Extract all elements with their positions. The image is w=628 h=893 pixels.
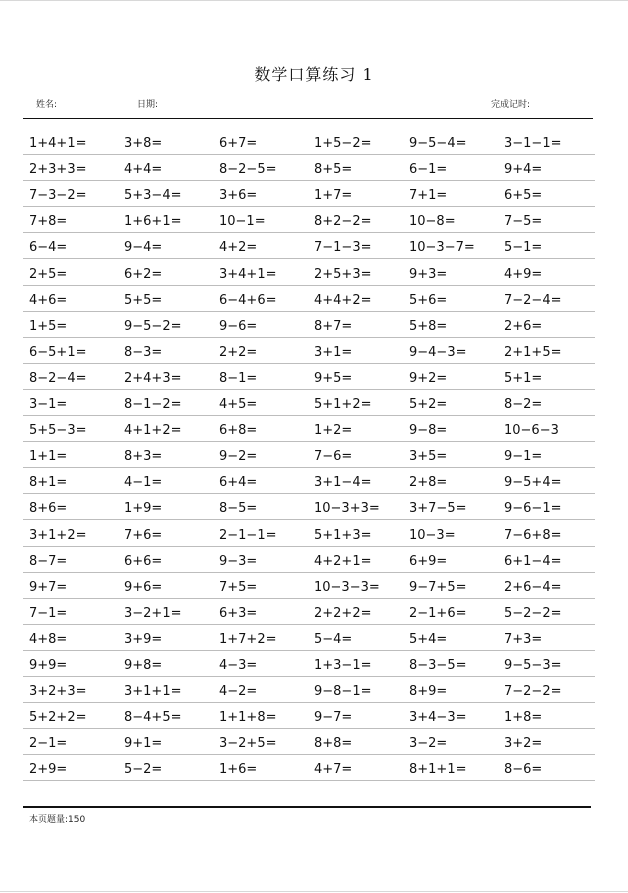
problem-cell: 7−5= [504, 214, 543, 230]
problem-cell: 2+2+2= [314, 605, 372, 621]
problem-cell: 8−3−5= [409, 657, 467, 673]
problem-cell: 8−1−2= [124, 397, 182, 413]
problem-cell: 4+7= [314, 762, 353, 778]
problem-cell: 8+8= [314, 736, 353, 752]
problem-row [23, 755, 595, 781]
problem-cell: 8+6= [29, 501, 68, 517]
problem-cell: 4+2= [219, 240, 258, 256]
problem-cell: 9−2= [219, 449, 258, 465]
problem-cell: 3+5= [409, 449, 448, 465]
problem-row [23, 390, 595, 416]
problem-row [23, 703, 595, 729]
problem-cell: 3−2+5= [219, 736, 277, 752]
problem-cell: 1+5= [29, 318, 68, 334]
problem-cell: 4+4+2= [314, 292, 372, 308]
problem-cell: 2+5= [29, 266, 68, 282]
problem-cell: 8+3= [124, 449, 163, 465]
problem-cell: 6−1= [409, 162, 448, 178]
problem-cell: 9−8−1= [314, 684, 372, 700]
problem-cell: 6−4+6= [219, 292, 277, 308]
problem-cell: 5−4= [314, 631, 353, 647]
problem-cell: 9−6= [219, 318, 258, 334]
problem-cell: 2+6= [504, 318, 543, 334]
problem-cell: 9+9= [29, 657, 68, 673]
problem-cell: 8−2−5= [219, 162, 277, 178]
problem-cell: 5+5−3= [29, 423, 87, 439]
problem-cell: 7−2−4= [504, 292, 562, 308]
problem-cell: 2−1= [29, 736, 68, 752]
page-bottom-edge [0, 891, 628, 892]
problem-cell: 2+1+5= [504, 344, 562, 360]
problem-cell: 5−2= [124, 762, 163, 778]
problem-cell: 4+5= [219, 397, 258, 413]
problem-row [23, 468, 595, 494]
problem-cell: 7−6= [314, 449, 353, 465]
problem-cell: 8+7= [314, 318, 353, 334]
problem-cell: 9−5−4= [409, 136, 467, 152]
problem-cell: 7+1= [409, 188, 448, 204]
problem-cell: 7−6+8= [504, 527, 562, 543]
problem-cell: 2+6−4= [504, 579, 562, 595]
problem-cell: 1+1= [29, 449, 68, 465]
problem-cell: 6+2= [124, 266, 163, 282]
problem-cell: 1+6= [219, 762, 258, 778]
problem-cell: 3−2= [409, 736, 448, 752]
problem-row [23, 442, 595, 468]
problem-cell: 4−2= [219, 684, 258, 700]
problem-cell: 2+8= [409, 475, 448, 491]
problem-grid [23, 129, 595, 781]
problem-cell: 10−1= [219, 214, 266, 230]
problem-cell: 8−2−4= [29, 370, 87, 386]
problem-row [23, 286, 595, 312]
problem-cell: 3+4−3= [409, 710, 467, 726]
problem-cell: 4+4= [124, 162, 163, 178]
problem-cell: 4+6= [29, 292, 68, 308]
problem-count: 本页题量:150 [29, 815, 86, 825]
problem-cell: 5+2+2= [29, 710, 87, 726]
problem-cell: 10−3= [409, 527, 456, 543]
problem-cell: 6+8= [219, 423, 258, 439]
problem-cell: 2+9= [29, 762, 68, 778]
problem-cell: 6+5= [504, 188, 543, 204]
problem-row [23, 547, 595, 573]
problem-cell: 9−7+5= [409, 579, 467, 595]
problem-row [23, 129, 595, 155]
problem-cell: 8−3= [124, 344, 163, 360]
problem-cell: 1+4+1= [29, 136, 87, 152]
problem-row [23, 494, 595, 520]
problem-cell: 6+4= [219, 475, 258, 491]
problem-cell: 5−2−2= [504, 605, 562, 621]
problem-cell: 2+2= [219, 344, 258, 360]
problem-cell: 7+3= [504, 631, 543, 647]
header-divider [23, 118, 593, 119]
problem-cell: 9−7= [314, 710, 353, 726]
problem-cell: 1+6+1= [124, 214, 182, 230]
problem-cell: 8−5= [219, 501, 258, 517]
problem-cell: 9−3= [219, 553, 258, 569]
problem-cell: 9+4= [504, 162, 543, 178]
problem-cell: 4−3= [219, 657, 258, 673]
problem-cell: 1+3−1= [314, 657, 372, 673]
problem-cell: 7+8= [29, 214, 68, 230]
problem-cell: 9+7= [29, 579, 68, 595]
problem-cell: 9+8= [124, 657, 163, 673]
problem-cell: 6+7= [219, 136, 258, 152]
name-label: 姓名: [36, 100, 58, 110]
problem-cell: 7+6= [124, 527, 163, 543]
footer-divider [23, 806, 591, 808]
problem-cell: 9+3= [409, 266, 448, 282]
problem-row [23, 364, 595, 390]
problem-cell: 7−1−3= [314, 240, 372, 256]
problem-cell: 6+9= [409, 553, 448, 569]
problem-cell: 8+9= [409, 684, 448, 700]
problem-row [23, 155, 595, 181]
problem-cell: 4+9= [504, 266, 543, 282]
problem-cell: 5+1= [504, 370, 543, 386]
problem-cell: 7−1= [29, 605, 68, 621]
problem-cell: 7+5= [219, 579, 258, 595]
problem-cell: 6−4= [29, 240, 68, 256]
problem-cell: 10−3−3= [314, 579, 380, 595]
problem-cell: 5+2= [409, 397, 448, 413]
problem-cell: 3+1−4= [314, 475, 372, 491]
problem-cell: 3+2= [504, 736, 543, 752]
problem-cell: 8−6= [504, 762, 543, 778]
problem-cell: 5+8= [409, 318, 448, 334]
problem-cell: 3+8= [124, 136, 163, 152]
problem-cell: 1+9= [124, 501, 163, 517]
problem-cell: 9−8= [409, 423, 448, 439]
problem-cell: 7−3−2= [29, 188, 87, 204]
problem-row [23, 625, 595, 651]
problem-cell: 4−1= [124, 475, 163, 491]
problem-cell: 9−4= [124, 240, 163, 256]
problem-cell: 8−1= [219, 370, 258, 386]
problem-cell: 1+1+8= [219, 710, 277, 726]
problem-row [23, 181, 595, 207]
problem-cell: 10−3+3= [314, 501, 380, 517]
problem-cell: 9+2= [409, 370, 448, 386]
problem-cell: 3+4+1= [219, 266, 277, 282]
problem-cell: 5+1+3= [314, 527, 372, 543]
problem-row [23, 338, 595, 364]
problem-cell: 3+9= [124, 631, 163, 647]
problem-row [23, 599, 595, 625]
problem-cell: 2+3+3= [29, 162, 87, 178]
problem-cell: 1+8= [504, 710, 543, 726]
problem-row [23, 677, 595, 703]
problem-cell: 8+1+1= [409, 762, 467, 778]
problem-row [23, 729, 595, 755]
problem-cell: 2+5+3= [314, 266, 372, 282]
problem-cell: 9+6= [124, 579, 163, 595]
problem-cell: 7−2−2= [504, 684, 562, 700]
page-top-edge [0, 0, 628, 1]
problem-cell: 1+7= [314, 188, 353, 204]
problem-cell: 2−1+6= [409, 605, 467, 621]
completion-time-label: 完成记时: [491, 100, 531, 110]
page-title: 数学口算练习 1 [254, 65, 374, 84]
problem-cell: 8−4+5= [124, 710, 182, 726]
problem-row [23, 207, 595, 233]
problem-cell: 9−6−1= [504, 501, 562, 517]
problem-cell: 8−7= [29, 553, 68, 569]
problem-cell: 9−4−3= [409, 344, 467, 360]
problem-cell: 3−2+1= [124, 605, 182, 621]
problem-row [23, 573, 595, 599]
problem-row [23, 312, 595, 338]
problem-cell: 8+2−2= [314, 214, 372, 230]
problem-cell: 9−5+4= [504, 475, 562, 491]
problem-cell: 4+1+2= [124, 423, 182, 439]
problem-cell: 9−5−3= [504, 657, 562, 673]
date-label: 日期: [137, 100, 159, 110]
problem-row [23, 233, 595, 259]
problem-cell: 3+1+2= [29, 527, 87, 543]
problem-cell: 6+6= [124, 553, 163, 569]
problem-cell: 5+1+2= [314, 397, 372, 413]
problem-cell: 4+2+1= [314, 553, 372, 569]
problem-cell: 3−1= [29, 397, 68, 413]
problem-cell: 6−5+1= [29, 344, 87, 360]
problem-cell: 1+5−2= [314, 136, 372, 152]
problem-cell: 6+1−4= [504, 553, 562, 569]
problem-cell: 3+1+1= [124, 684, 182, 700]
problem-row [23, 259, 595, 285]
problem-cell: 5+6= [409, 292, 448, 308]
problem-cell: 2−1−1= [219, 527, 277, 543]
problem-cell: 3+6= [219, 188, 258, 204]
problem-cell: 8−2= [504, 397, 543, 413]
problem-cell: 10−8= [409, 214, 456, 230]
problem-cell: 9+5= [314, 370, 353, 386]
problem-cell: 3+7−5= [409, 501, 467, 517]
problem-cell: 5+3−4= [124, 188, 182, 204]
problem-cell: 8+1= [29, 475, 68, 491]
problem-cell: 5+5= [124, 292, 163, 308]
problem-cell: 3+2+3= [29, 684, 87, 700]
problem-cell: 10−6−3 [504, 423, 559, 439]
problem-row [23, 520, 595, 546]
problem-row [23, 416, 595, 442]
problem-cell: 9−5−2= [124, 318, 182, 334]
problem-cell: 1+2= [314, 423, 353, 439]
problem-cell: 10−3−7= [409, 240, 475, 256]
problem-cell: 3−1−1= [504, 136, 562, 152]
problem-cell: 1+7+2= [219, 631, 277, 647]
problem-cell: 9+1= [124, 736, 163, 752]
problem-cell: 6+3= [219, 605, 258, 621]
problem-cell: 4+8= [29, 631, 68, 647]
problem-cell: 9−1= [504, 449, 543, 465]
problem-cell: 3+1= [314, 344, 353, 360]
problem-row [23, 651, 595, 677]
problem-cell: 8+5= [314, 162, 353, 178]
problem-cell: 5+4= [409, 631, 448, 647]
problem-cell: 5−1= [504, 240, 543, 256]
problem-cell: 2+4+3= [124, 370, 182, 386]
